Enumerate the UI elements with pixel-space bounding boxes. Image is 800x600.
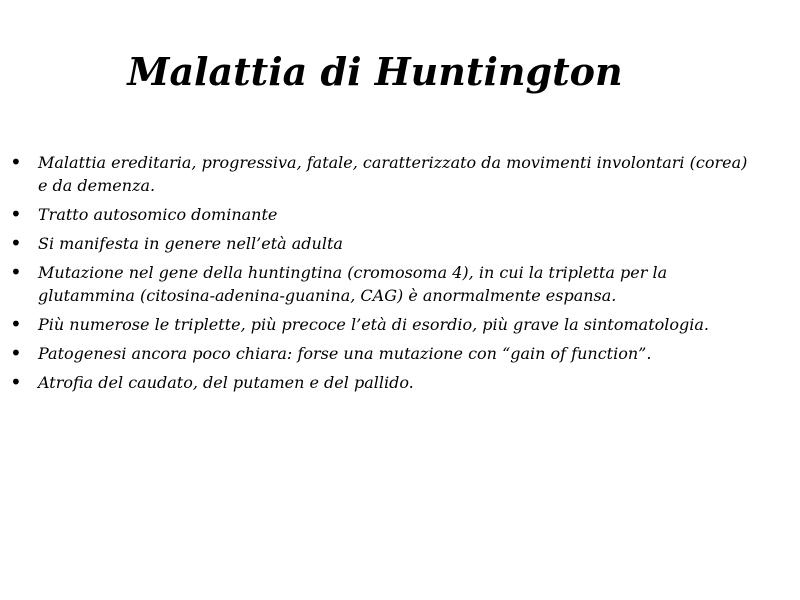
bullet-icon: • — [10, 260, 22, 284]
bullet-list — [10, 151, 750, 400]
list-item — [10, 313, 750, 336]
bullet-icon: • — [10, 312, 22, 336]
bullet-text: Malattia ereditaria, progressiva, fatale, caratterizzato da movimenti involontari (corea) e da demenza. — [38, 153, 748, 195]
bullet-text: Patogenesi ancora poco chiara: forse una mutazione con “gain of function”. — [38, 344, 652, 363]
bullet-text: Più numerose le triplette, più precoce l’età di esordio, più grave la sintomatologia. — [38, 315, 709, 334]
bullet-text: Mutazione nel gene della huntingtina (cromosoma 4), in cui la tripletta per la glutammina (citosina-adenina-guanina, CAG) è anormalmente espansa. — [38, 263, 668, 305]
list-item — [10, 261, 750, 307]
list-item — [10, 203, 750, 226]
bullet-text: Tratto autosomico dominante — [38, 205, 278, 224]
bullet-icon: • — [10, 341, 22, 365]
bullet-icon: • — [10, 370, 22, 394]
bullet-icon: • — [10, 202, 22, 226]
list-item — [10, 371, 750, 394]
list-item — [10, 151, 750, 197]
list-item — [10, 232, 750, 255]
bullet-icon: • — [10, 231, 22, 255]
list-item — [10, 342, 750, 365]
slide-title: Malattia di Huntington — [127, 49, 623, 94]
bullet-icon: • — [10, 150, 22, 174]
bullet-text: Atrofia del caudato, del putamen e del pallido. — [38, 373, 414, 392]
bullet-text: Si manifesta in genere nell’età adulta — [38, 234, 343, 253]
